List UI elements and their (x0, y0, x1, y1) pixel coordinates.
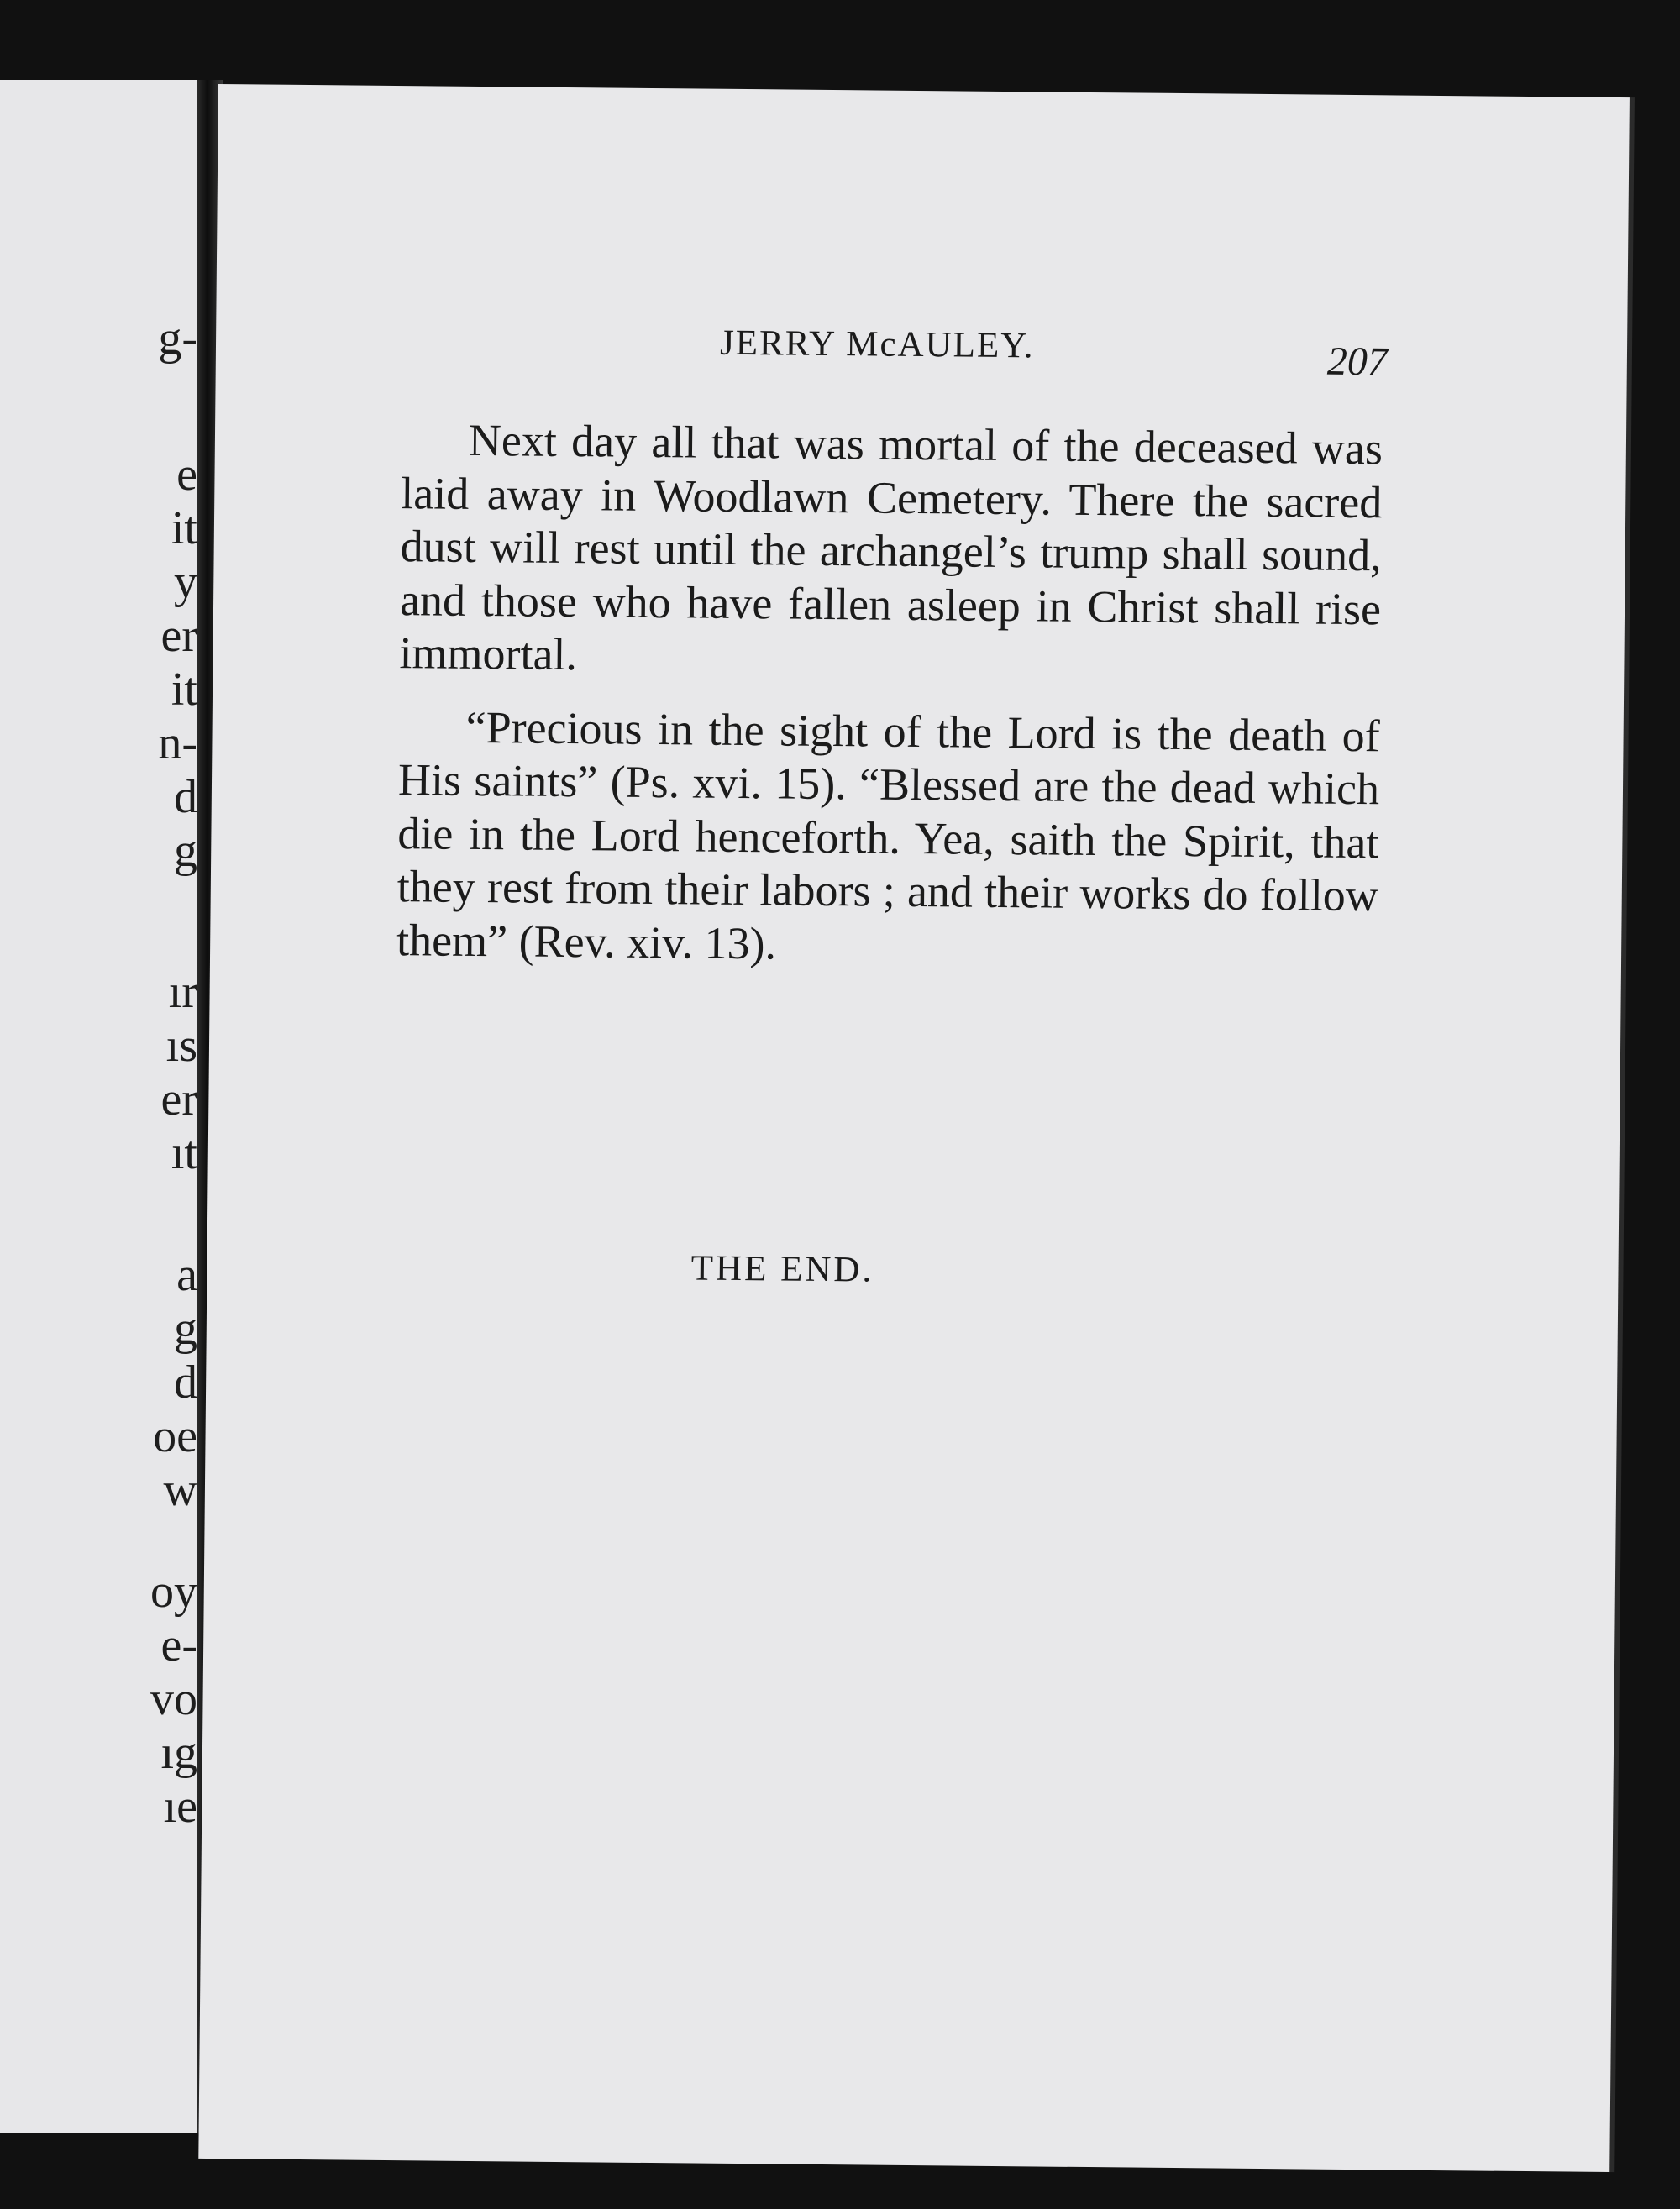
body-text (396, 413, 1383, 976)
left-page-fragment: g (174, 1303, 197, 1355)
left-page-fragment: w (163, 1464, 197, 1516)
left-page-fragment: oy (150, 1566, 197, 1618)
running-head: JERRY McAULEY. (719, 323, 1035, 366)
left-page-fragment: er (160, 610, 197, 662)
left-page-fragment: g (174, 825, 197, 877)
left-page-fragment: d (174, 771, 197, 823)
left-page-fragment: d (174, 1356, 197, 1409)
left-page-fragment: y (174, 556, 197, 608)
left-page-fragment: er (160, 1073, 197, 1125)
left-page-fragment: g- (158, 312, 197, 365)
left-page-fragment: n- (158, 717, 197, 769)
left-page-fragment: e- (160, 1619, 197, 1671)
left-page-fragment: a (176, 1249, 197, 1301)
left-page-fragment: ıe (163, 1781, 197, 1833)
closing-line: THE END. (690, 1248, 874, 1290)
left-page-fragment: e (176, 449, 197, 501)
left-page-fragment: ır (168, 966, 197, 1018)
left-page-fragment: it (171, 664, 197, 716)
left-page-fragment: ıt (171, 1127, 197, 1179)
page-number: 207 (1326, 338, 1389, 385)
left-page-fragment: ıg (160, 1727, 197, 1779)
left-page-fragment: ıs (165, 1020, 197, 1072)
left-page-fragment: it (171, 502, 197, 554)
left-page-fragment: oe (153, 1410, 197, 1462)
book-page (198, 84, 1630, 2172)
left-page-fragment: vo (150, 1673, 197, 1725)
paragraph: Next day all that was mortal of the deceased was laid away in Woodlawn Cemetery. There the sacred dust will rest until the archangel’s trump shall sound, and those who have fallen asleep in Christ shall rise immortal. (399, 414, 1383, 680)
left-facing-page (0, 80, 219, 2133)
paragraph: “Precious in the sight of the Lord is the death of His saints” (Ps. xvi. 15). “Blessed are the dead which die in the Lord henceforth. Yea, saith the Spirit, that they rest from their labors ; and their works do follow them” (Rev. xiv. 13). (396, 701, 1380, 968)
